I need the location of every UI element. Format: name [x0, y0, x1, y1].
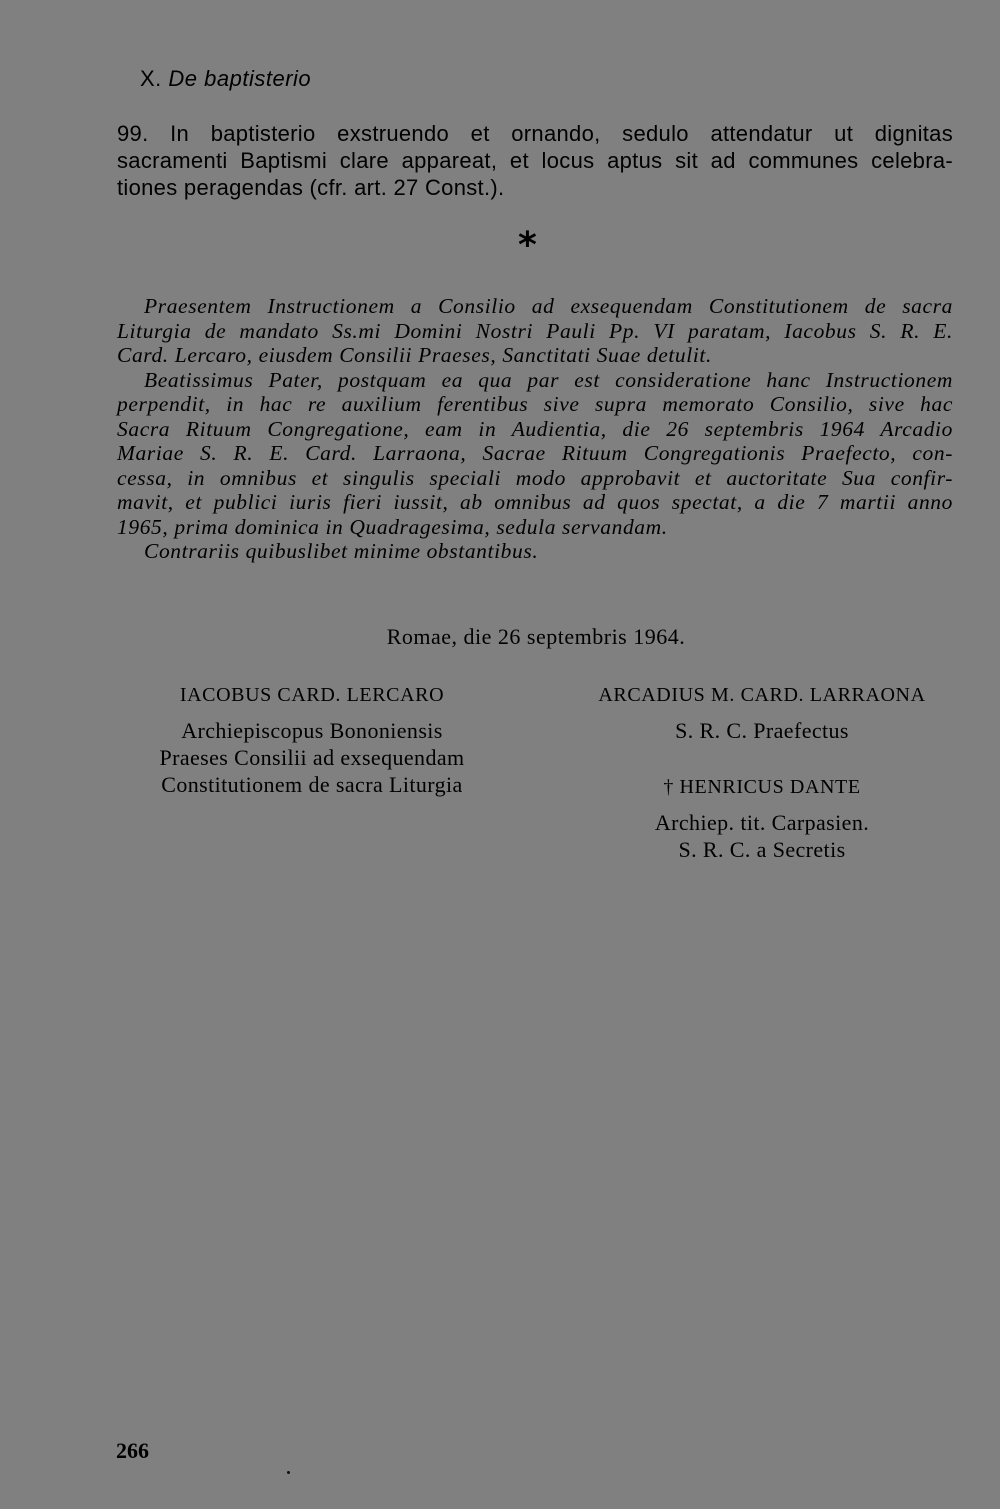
signature-lercaro: [112, 682, 512, 798]
approval-line: Mariae S. R. E. Card. Larraona, Sacrae Rituum Congregationis Praefecto, con-: [117, 441, 953, 465]
approval-line: Liturgia de mandato Ss.mi Domini Nostri Pauli Pp. VI paratam, Iacobus S. R. E.: [117, 318, 953, 343]
signatory-role: S. R. C. a Secretis: [678, 837, 846, 862]
page-number: 266: [116, 1438, 149, 1463]
section-number: X.: [140, 66, 162, 91]
date-place-line: Romae, die 26 septembris 1964.: [386, 624, 686, 649]
signatory-name: † HENRICUS DANTE: [663, 776, 861, 798]
paragraph-99: [117, 120, 953, 201]
signatory-role: Archiep. tit. Carpasien.: [654, 810, 870, 835]
section-heading: [140, 66, 311, 92]
scan-speck: [287, 1471, 290, 1474]
signatory-role: S. R. C. Praefectus: [675, 718, 849, 743]
paragraph-line: sacramenti Baptismi clare appareat, et locus aptus sit ad communes celebra-: [117, 148, 953, 173]
signature-dante: [572, 774, 952, 863]
signature-larraona: [572, 682, 952, 744]
section-title: De baptisterio: [168, 66, 312, 91]
asterism-separator: *: [518, 225, 537, 266]
signatory-name: ARCADIUS M. CARD. LARRAONA: [598, 684, 926, 706]
signatory-role: Praeses Consilii ad exsequendam: [159, 745, 465, 770]
paragraph-line: 99. In baptisterio exstruendo et ornando, sedulo attendatur ut dignitas: [117, 121, 953, 146]
signatory-role: Archiepiscopus Bononiensis: [181, 718, 443, 743]
approval-line: 1965, prima dominica in Quadragesima, sedula servandam.: [117, 514, 668, 539]
paragraph-line: tiones peragendas (cfr. art. 27 Const.).: [117, 175, 505, 200]
signatory-role: Constitutionem de sacra Liturgia: [161, 772, 463, 797]
approval-line: perpendit, in hac re auxilium ferentibus sive supra memorato Consilio, sive hac: [117, 392, 953, 416]
approval-line: mavit, et publici iuris fieri iussit, ab omnibus ad quos spectat, a die 7 martii anno: [117, 490, 953, 514]
approval-line: cessa, in omnibus et singulis speciali modo approbavit et auctoritate Sua confir-: [117, 465, 953, 490]
approval-line: Sacra Rituum Congregatione, eam in Audientia, die 26 septembris 1964 Arcadio: [117, 416, 953, 441]
signatory-name: IACOBUS CARD. LERCARO: [179, 684, 445, 706]
approval-line: Beatissimus Pater, postquam ea qua par est consideratione hanc Instructionem: [144, 367, 953, 392]
approval-text: [117, 294, 953, 564]
approval-line: Praesentem Instructionem a Consilio ad exsequendam Constitutionem de sacra: [144, 294, 953, 318]
approval-line: Contrariis quibuslibet minime obstantibus.: [144, 539, 539, 563]
approval-line: Card. Lercaro, eiusdem Consilii Praeses, Sanctitati Suae detulit.: [117, 343, 712, 367]
